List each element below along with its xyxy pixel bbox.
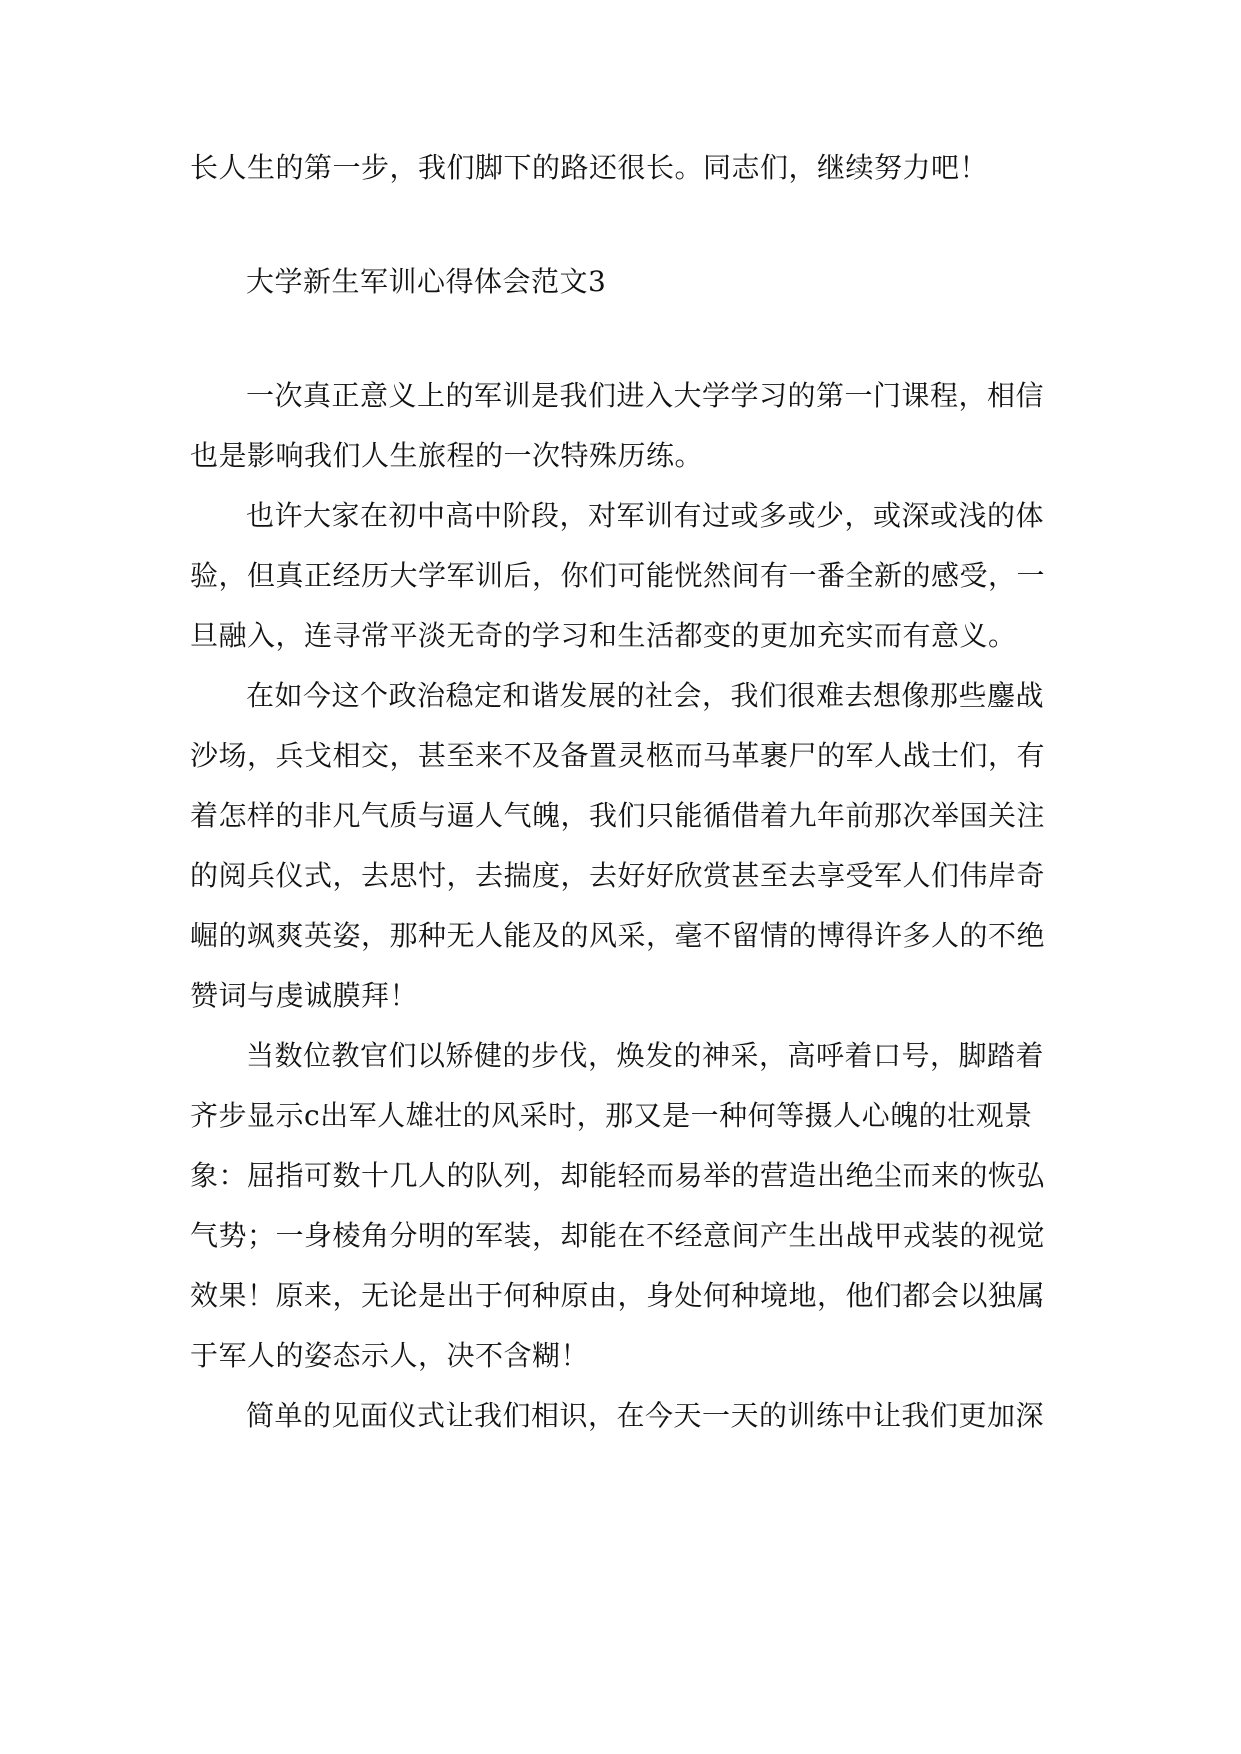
section-heading: 大学新生军训心得体会范文3	[246, 265, 607, 298]
text-line: 效果！原来，无论是出于何种原由，身处何种境地，他们都会以独属	[190, 1279, 1046, 1312]
text-line: 于军人的姿态示人，决不含糊！	[190, 1339, 590, 1372]
text-line: 的阅兵仪式，去思忖，去揣度，去好好欣赏甚至去享受军人们伟岸奇	[190, 859, 1046, 892]
text-line: 验，但真正经历大学军训后，你们可能恍然间有一番全新的感受，一	[190, 559, 1046, 592]
text-line: 气势；一身棱角分明的军装，却能在不经意间产生出战甲戎装的视觉	[190, 1219, 1046, 1252]
text-line: 当数位教官们以矫健的步伐，焕发的神采，高呼着口号，脚踏着	[246, 1039, 1045, 1072]
text-line: 也许大家在初中高中阶段，对军训有过或多或少，或深或浅的体	[246, 499, 1045, 532]
text-line: 简单的见面仪式让我们相识，在今天一天的训练中让我们更加深	[246, 1399, 1045, 1432]
text-line: 沙场，兵戈相交，甚至来不及备置灵柩而马革裹尸的军人战士们，有	[190, 739, 1046, 772]
text-line: 在如今这个政治稳定和谐发展的社会，我们很难去想像那些鏖战	[246, 679, 1045, 712]
text-line: 赞词与虔诚膜拜！	[190, 979, 419, 1012]
text-line: 长人生的第一步，我们脚下的路还很长。同志们，继续努力吧！	[190, 151, 989, 184]
text-line: 象：屈指可数十几人的队列，却能轻而易举的营造出绝尘而来的恢弘	[190, 1159, 1046, 1192]
text-line: 崛的飒爽英姿，那种无人能及的风采，毫不留情的博得许多人的不绝	[190, 919, 1046, 952]
text-line: 齐步显示c出军人雄壮的风采时，那又是一种何等摄人心魄的壮观景	[190, 1099, 1033, 1132]
text-line: 一次真正意义上的军训是我们进入大学学习的第一门课程，相信	[246, 379, 1045, 412]
text-line: 着怎样的非凡气质与逼人气魄，我们只能循借着九年前那次举国关注	[190, 799, 1046, 832]
text-line: 旦融入，连寻常平淡无奇的学习和生活都变的更加充实而有意义。	[190, 619, 1017, 652]
text-line: 也是影响我们人生旅程的一次特殊历练。	[190, 439, 704, 472]
